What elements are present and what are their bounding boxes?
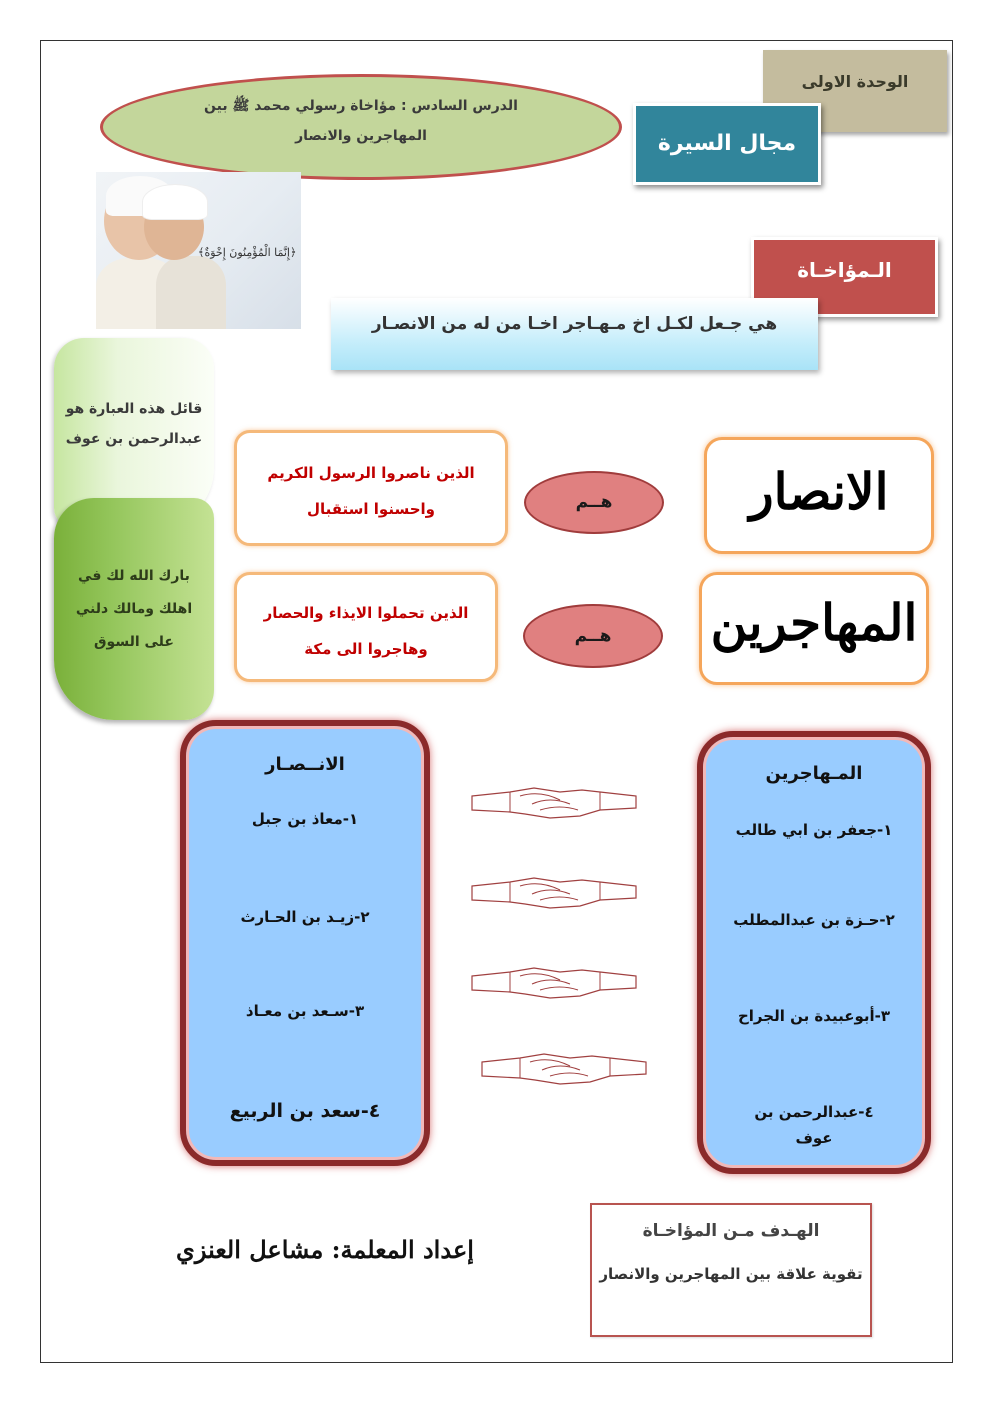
ansar-list-title: الانــصـار	[265, 754, 345, 775]
hum-label-muhajirin: هــم	[523, 604, 663, 668]
lesson-title: الدرس السادس : مؤاخاة رسولي محمد ﷺ بين المهاجرين والانصار	[100, 74, 622, 180]
prepared-by: إعداد المعلمة: مشاعل العنزي	[176, 1235, 474, 1264]
ansar-item: ١-معاذ بن جبل	[251, 810, 359, 828]
side-note-speaker: قائل هذه العبارة هو عبدالرحمن بن عوف	[54, 338, 214, 528]
domain-label: مجال السيرة	[633, 103, 821, 185]
muhajirin-item: ٢-حـزة بن عبدالمطلب	[733, 911, 895, 929]
photo-verse: ﴿إِنَّمَا الْمُؤْمِنُونَ إِخْوَةٌ﴾	[198, 246, 297, 259]
term-title: الـمؤاخـاة	[751, 237, 938, 317]
goal-box	[590, 1203, 872, 1337]
ansar-term: الانصار	[704, 437, 934, 554]
goal-text: تقوية علاقة بين المهاجرين والانصار	[599, 1265, 863, 1283]
term-definition: هي جـعل لكـل اخ مـهـاجر اخـا من له من الانصـار	[331, 298, 818, 370]
ansar-list	[180, 720, 430, 1166]
muhajirin-item: ١-جعفر بن ابي طالب	[735, 821, 893, 839]
ansar-description: الذين ناصروا الرسول الكريم واحسنوا استقبال	[234, 430, 508, 546]
ansar-item: ٣-سـعد بن معـاذ	[245, 1002, 365, 1020]
muhajirin-item: ٤-عبدالرحمن بن عوف	[754, 1103, 874, 1147]
ansar-item: ٤-سعد بن الربيع	[229, 1100, 381, 1122]
hum-label-ansar: هــم	[524, 471, 664, 534]
brothers-photo	[96, 172, 301, 329]
goal-title: الهـدف مـن المؤاخـاة	[642, 1221, 820, 1241]
handshake-icon	[470, 962, 640, 1002]
handshake-icon	[480, 1048, 650, 1088]
muhajirin-term: المهاجرين	[699, 572, 929, 685]
side-note-quote: بارك الله لك في اهلك ومالك دلني على السوق	[54, 498, 214, 720]
handshake-icon	[470, 782, 640, 822]
muhajirin-list-title: المـهاجرين	[765, 763, 863, 784]
muhajirin-item: ٣-أبوعبيدة بن الجراح	[737, 1007, 890, 1025]
muhajirin-list	[697, 731, 931, 1174]
muhajirin-description: الذين تحملوا الايذاء والحصار وهاجروا الى مكة	[234, 572, 498, 682]
unit-label: الوحدة الاولى	[763, 50, 947, 132]
handshake-icon	[470, 872, 640, 912]
ansar-item: ٢-زيـد بن الحـارث	[240, 908, 370, 926]
